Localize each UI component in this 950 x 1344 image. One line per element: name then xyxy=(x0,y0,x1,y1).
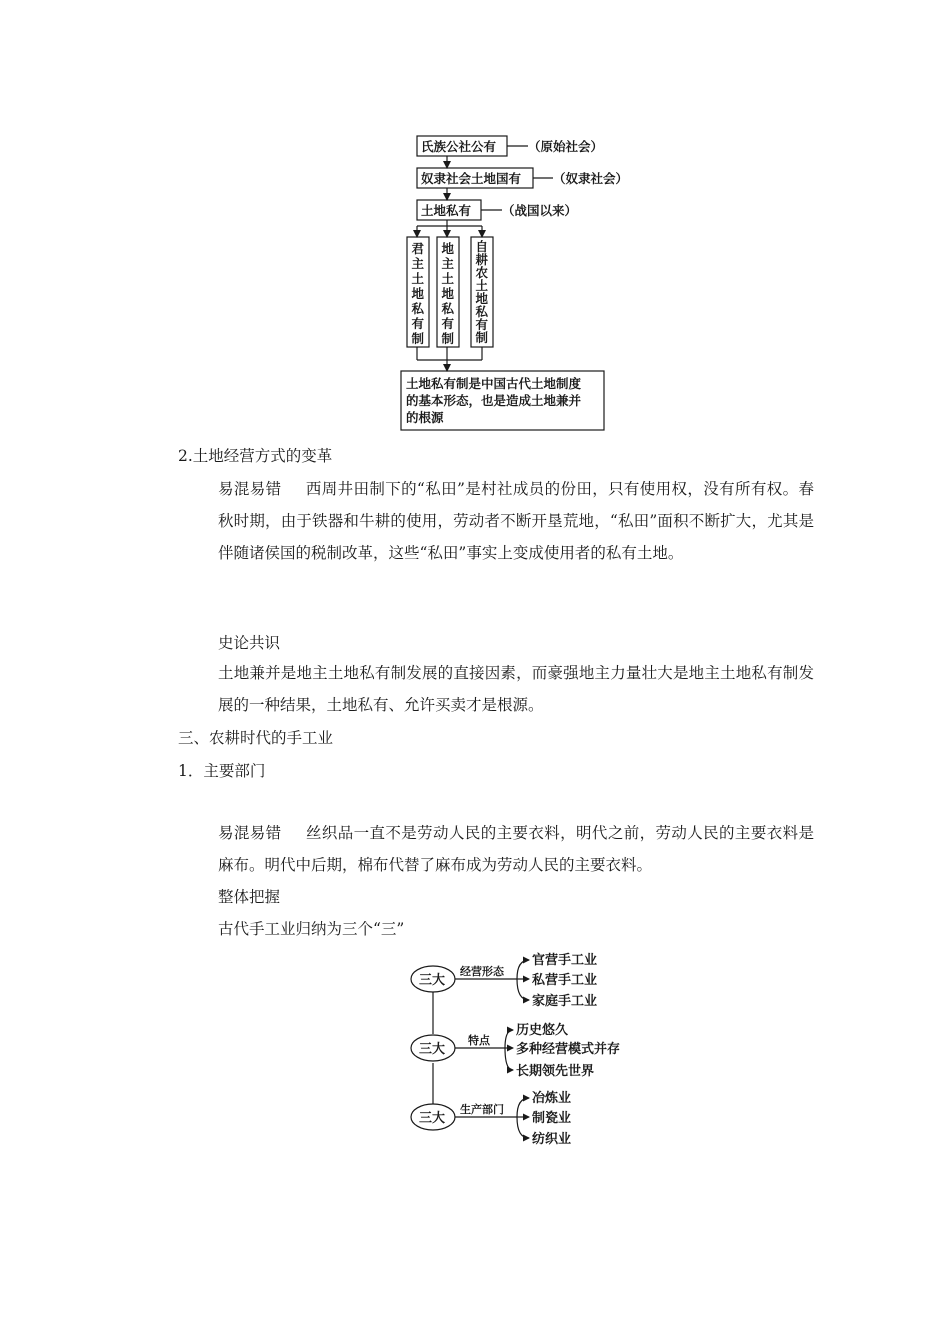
node-label: 三大 xyxy=(419,973,446,988)
svg-text:地: 地 xyxy=(411,286,425,301)
note-label: 易混易错 xyxy=(218,480,282,498)
svg-text:私: 私 xyxy=(411,301,425,316)
svg-text:自: 自 xyxy=(475,239,489,254)
group-1-label: 经营形态 xyxy=(460,965,504,978)
stage2-label: 奴隶社会土地国有 xyxy=(421,171,522,186)
svg-text:私: 私 xyxy=(475,304,489,319)
svg-text:制: 制 xyxy=(441,331,455,346)
group-2-label: 特点 xyxy=(468,1034,490,1047)
stage2-note: （奴隶社会） xyxy=(553,171,629,186)
branch3-text xyxy=(476,239,489,345)
svg-text:耕: 耕 xyxy=(475,252,489,267)
svg-text:主: 主 xyxy=(411,256,425,271)
overall-label: 整体把握 xyxy=(218,888,281,906)
conclusion-line-1: 土地私有制是中国古代土地制度 xyxy=(406,376,582,391)
list-item: 长期领先世界 xyxy=(516,1064,595,1079)
branch1-text xyxy=(412,241,425,346)
svg-text:制: 制 xyxy=(475,330,489,345)
list-item: 纺织业 xyxy=(532,1132,572,1147)
stage1-label: 氏族公社公有 xyxy=(421,139,497,154)
stage3-label: 土地私有 xyxy=(421,203,472,218)
conclusion-line-2: 的基本形态，也是造成土地兼并 xyxy=(406,393,582,408)
summary-line: 古代手工业归纳为三个“三” xyxy=(218,920,405,938)
section3-sub1: 1．主要部门 xyxy=(178,762,266,780)
consensus-text: 土地兼并是地主土地私有制发展的直接因素，而豪强地主力量壮大是地主土地私有制发展的一种结果，土地私有、允许买卖才是根源。 xyxy=(218,664,814,714)
handicraft-diagram xyxy=(405,948,645,1153)
svg-text:土: 土 xyxy=(411,271,425,286)
stage3-note: （战国以来） xyxy=(502,203,578,218)
section3-heading: 三、农耕时代的手工业 xyxy=(178,729,334,747)
section2-heading: 2.土地经营方式的变革 xyxy=(178,447,333,465)
svg-text:地: 地 xyxy=(475,291,489,306)
svg-text:有: 有 xyxy=(441,316,455,331)
note-label: 易混易错 xyxy=(218,824,282,842)
list-item: 制瓷业 xyxy=(532,1111,572,1126)
node-label: 三大 xyxy=(419,1042,446,1057)
svg-text:土: 土 xyxy=(441,271,455,286)
svg-text:土: 土 xyxy=(475,278,489,293)
svg-text:主: 主 xyxy=(441,256,455,271)
list-item: 多种经营模式并存 xyxy=(516,1042,621,1057)
branch2-text xyxy=(442,241,455,346)
consensus-label: 史论共识 xyxy=(218,634,281,652)
section3-note xyxy=(218,817,814,881)
svg-text:有: 有 xyxy=(411,316,425,331)
svg-text:有: 有 xyxy=(475,317,489,332)
svg-text:私: 私 xyxy=(441,301,455,316)
note-text: 西周井田制下的“私田”是村社成员的份田，只有使用权，没有所有权。春秋时期，由于铁器和牛耕的使用，劳动者不断开垦荒地，“私田”面积不断扩大，尤其是伴随诸侯国的税制改革，这些“私田”事实上变成使用者的私有土地。 xyxy=(218,480,814,562)
svg-text:制: 制 xyxy=(411,331,425,346)
list-item: 历史悠久 xyxy=(516,1023,569,1038)
group-3-label: 生产部门 xyxy=(460,1103,504,1116)
land-ownership-diagram xyxy=(395,130,645,435)
note-text: 丝织品一直不是劳动人民的主要衣料，明代之前，劳动人民的主要衣料是麻布。明代中后期，棉布代替了麻布成为劳动人民的主要衣料。 xyxy=(218,824,814,874)
section2-note xyxy=(218,473,814,569)
svg-text:农: 农 xyxy=(475,265,489,280)
stage1-note: （原始社会） xyxy=(528,139,604,154)
list-item: 冶炼业 xyxy=(532,1091,572,1106)
list-item: 官营手工业 xyxy=(532,953,598,968)
svg-text:君: 君 xyxy=(411,241,425,256)
node-label: 三大 xyxy=(419,1111,446,1126)
svg-text:地: 地 xyxy=(441,286,455,301)
list-item: 家庭手工业 xyxy=(532,994,598,1009)
svg-text:地: 地 xyxy=(441,241,455,256)
list-item: 私营手工业 xyxy=(532,973,598,988)
conclusion-line-3: 的根源 xyxy=(406,410,444,425)
